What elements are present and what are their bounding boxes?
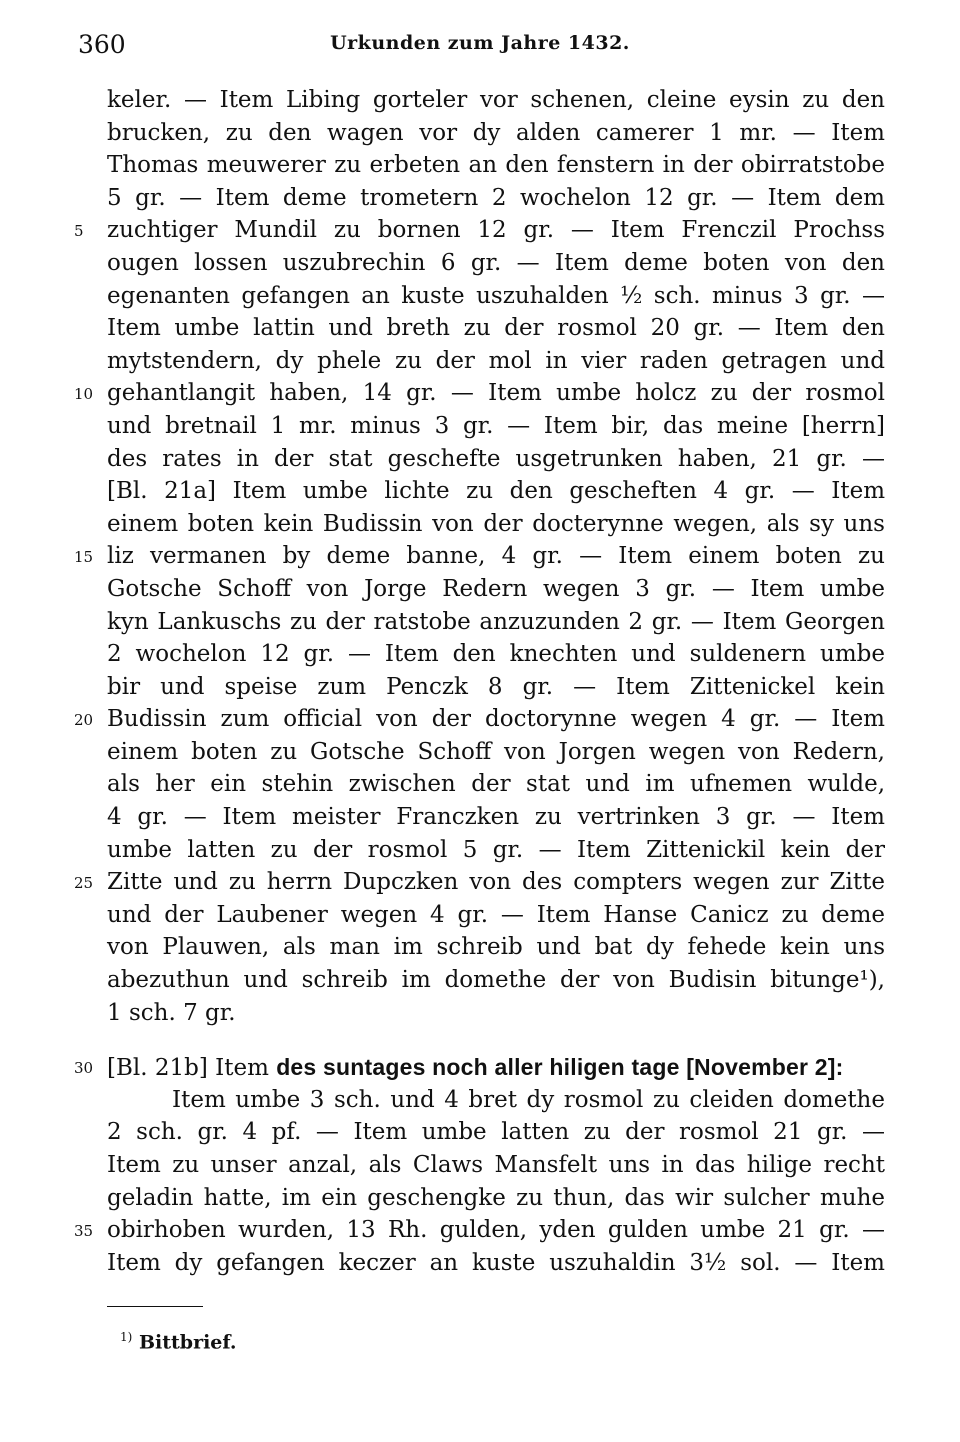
- line-text: abezuthun und schreib im domethe der von Budisin bitunge¹),: [107, 967, 885, 994]
- line-text: Budissin zum official von der doctorynne wegen 4 gr. — Item: [107, 706, 885, 733]
- text-line: [0, 899, 960, 932]
- line-text: und bretnail 1 mr. minus 3 gr. — Item bir, das meine [herrn]: [107, 412, 885, 439]
- text-line: [0, 214, 960, 247]
- text-line: [0, 931, 960, 964]
- line-text: 2 wochelon 12 gr. — Item den knechten und suldenern umbe: [107, 641, 885, 668]
- text-line: [0, 768, 960, 801]
- section-heading: [0, 1051, 960, 1084]
- line-number: 5: [74, 222, 84, 241]
- line-text: 1 sch. 7 gr.: [107, 999, 236, 1026]
- line-text: Item zu unser anzal, als Claws Mansfelt uns in das hilige recht: [107, 1152, 885, 1178]
- text-line: [0, 606, 960, 639]
- line-text: ougen lossen uszubrechin 6 gr. — Item deme boten von den: [107, 249, 885, 276]
- line-text: 5 gr. — Item deme trometern 2 wochelon 12 gr. — Item dem: [107, 184, 885, 211]
- footnote: [120, 1330, 237, 1353]
- running-head: Urkunden zum Jahre 1432.: [330, 32, 630, 54]
- line-text: mytstendern, dy phele zu der mol in vier raden getragen und: [107, 347, 885, 374]
- text-line: [0, 1084, 960, 1117]
- text-line: [0, 801, 960, 834]
- text-line: [0, 573, 960, 606]
- line-text: Item umbe 3 sch. und 4 bret dy rosmol zu cleiden domethe: [172, 1086, 885, 1113]
- line-text: bir und speise zum Penczk 8 gr. — Item Zittenickel kein: [107, 673, 885, 700]
- line-text: einem boten kein Budissin von der docterynne wegen, als sy uns: [107, 510, 885, 537]
- line-text: geladin hatte, im ein geschengke zu thun, das wir sulcher muhe: [107, 1184, 885, 1211]
- line-text: brucken, zu den wagen vor dy alden camerer 1 mr. — Item: [107, 119, 885, 146]
- line-text: von Plauwen, als man im schreib und bat dy fehede kein uns: [107, 934, 885, 961]
- text-line: [0, 1214, 960, 1247]
- line-text: keler. — Item Libing gorteler vor schenen, cleine eysin zu den: [107, 87, 885, 113]
- line-text: des rates in der stat geschefte usgetrunken haben, 21 gr. —: [107, 445, 885, 472]
- text-line: [0, 117, 960, 150]
- text-line: [0, 736, 960, 769]
- text-line: [0, 1247, 960, 1280]
- line-text: umbe latten zu der rosmol 5 gr. — Item Zittenickil kein der: [107, 836, 885, 863]
- text-line: [0, 84, 960, 117]
- text-line: [0, 312, 960, 345]
- text-line: [0, 638, 960, 671]
- line-text: Zitte und zu herrn Dupczken von des compters wegen zur Zitte: [107, 869, 885, 896]
- text-line: [0, 410, 960, 443]
- line-number: 15: [74, 548, 94, 567]
- text-line: [0, 182, 960, 215]
- line-text: liz vermanen by deme banne, 4 gr. — Item einem boten zu: [107, 543, 885, 570]
- footnote-marker: 1): [120, 1330, 133, 1344]
- page-number: 360: [78, 30, 126, 59]
- line-text: gehantlangit haben, 14 gr. — Item umbe holcz zu der rosmol: [107, 380, 885, 407]
- heading-bold: des suntages noch aller hiligen tage [November 2]:: [276, 1054, 844, 1081]
- heading-plain: [Bl. 21b] Item: [107, 1055, 277, 1082]
- text-line: [0, 671, 960, 704]
- text-line: [0, 149, 960, 182]
- line-text: Item umbe lattin und breth zu der rosmol 20 gr. — Item den: [107, 315, 885, 342]
- text-line: [0, 280, 960, 313]
- text-line: [0, 964, 960, 997]
- line-text: obirhoben wurden, 13 Rh. gulden, yden gulden umbe 21 gr. —: [107, 1217, 885, 1244]
- main-text: [0, 84, 960, 1279]
- line-number: 25: [74, 874, 94, 893]
- line-number: 10: [74, 385, 94, 404]
- text-line: [0, 247, 960, 280]
- text-line: [0, 345, 960, 378]
- line-text: Thomas meuwerer zu erbeten an den fenstern in der obirratstobe: [107, 152, 885, 179]
- text-line: [0, 834, 960, 867]
- line-text: Gotsche Schoff von Jorge Redern wegen 3 gr. — Item umbe: [107, 575, 885, 602]
- line-number: 35: [74, 1222, 94, 1241]
- line-text: 2 sch. gr. 4 pf. — Item umbe latten zu der rosmol 21 gr. —: [107, 1119, 885, 1146]
- line-text: egenanten gefangen an kuste uszuhalden ½ sch. minus 3 gr. —: [107, 282, 885, 309]
- line-number: 20: [74, 711, 94, 730]
- text-line: [0, 703, 960, 736]
- line-text: Item dy gefangen keczer an kuste uszuhaldin 3½ sol. — Item: [107, 1249, 885, 1276]
- line-text: und der Laubener wegen 4 gr. — Item Hanse Canicz zu deme: [107, 901, 885, 928]
- line-text: kyn Lankuschs zu der ratstobe anzuzunden 2 gr. — Item Georgen: [107, 608, 885, 635]
- text-line: [0, 508, 960, 541]
- footnote-divider: [107, 1306, 203, 1307]
- footnote-text: Bittbrief.: [138, 1331, 237, 1354]
- text-line: [0, 1182, 960, 1215]
- line-text: [Bl. 21a] Item umbe lichte zu den gescheften 4 gr. — Item: [107, 478, 885, 505]
- line-text: zuchtiger Mundil zu bornen 12 gr. — Item Frenczil Prochss: [107, 217, 885, 244]
- text-line: [0, 1149, 960, 1182]
- line-number: 30: [74, 1059, 94, 1078]
- line-text: als her ein stehin zwischen der stat und im ufnemen wulde,: [107, 771, 885, 798]
- line-text: einem boten zu Gotsche Schoff von Jorgen wegen von Redern,: [107, 738, 885, 765]
- line-text: 4 gr. — Item meister Franczken zu vertrinken 3 gr. — Item: [107, 804, 885, 831]
- text-line: [0, 540, 960, 573]
- text-line: [0, 475, 960, 508]
- text-line: [0, 1116, 960, 1149]
- text-line: [0, 443, 960, 476]
- text-line: [0, 377, 960, 410]
- section-heading-text: [107, 1051, 885, 1085]
- text-line: [0, 866, 960, 899]
- text-line: [0, 997, 960, 1030]
